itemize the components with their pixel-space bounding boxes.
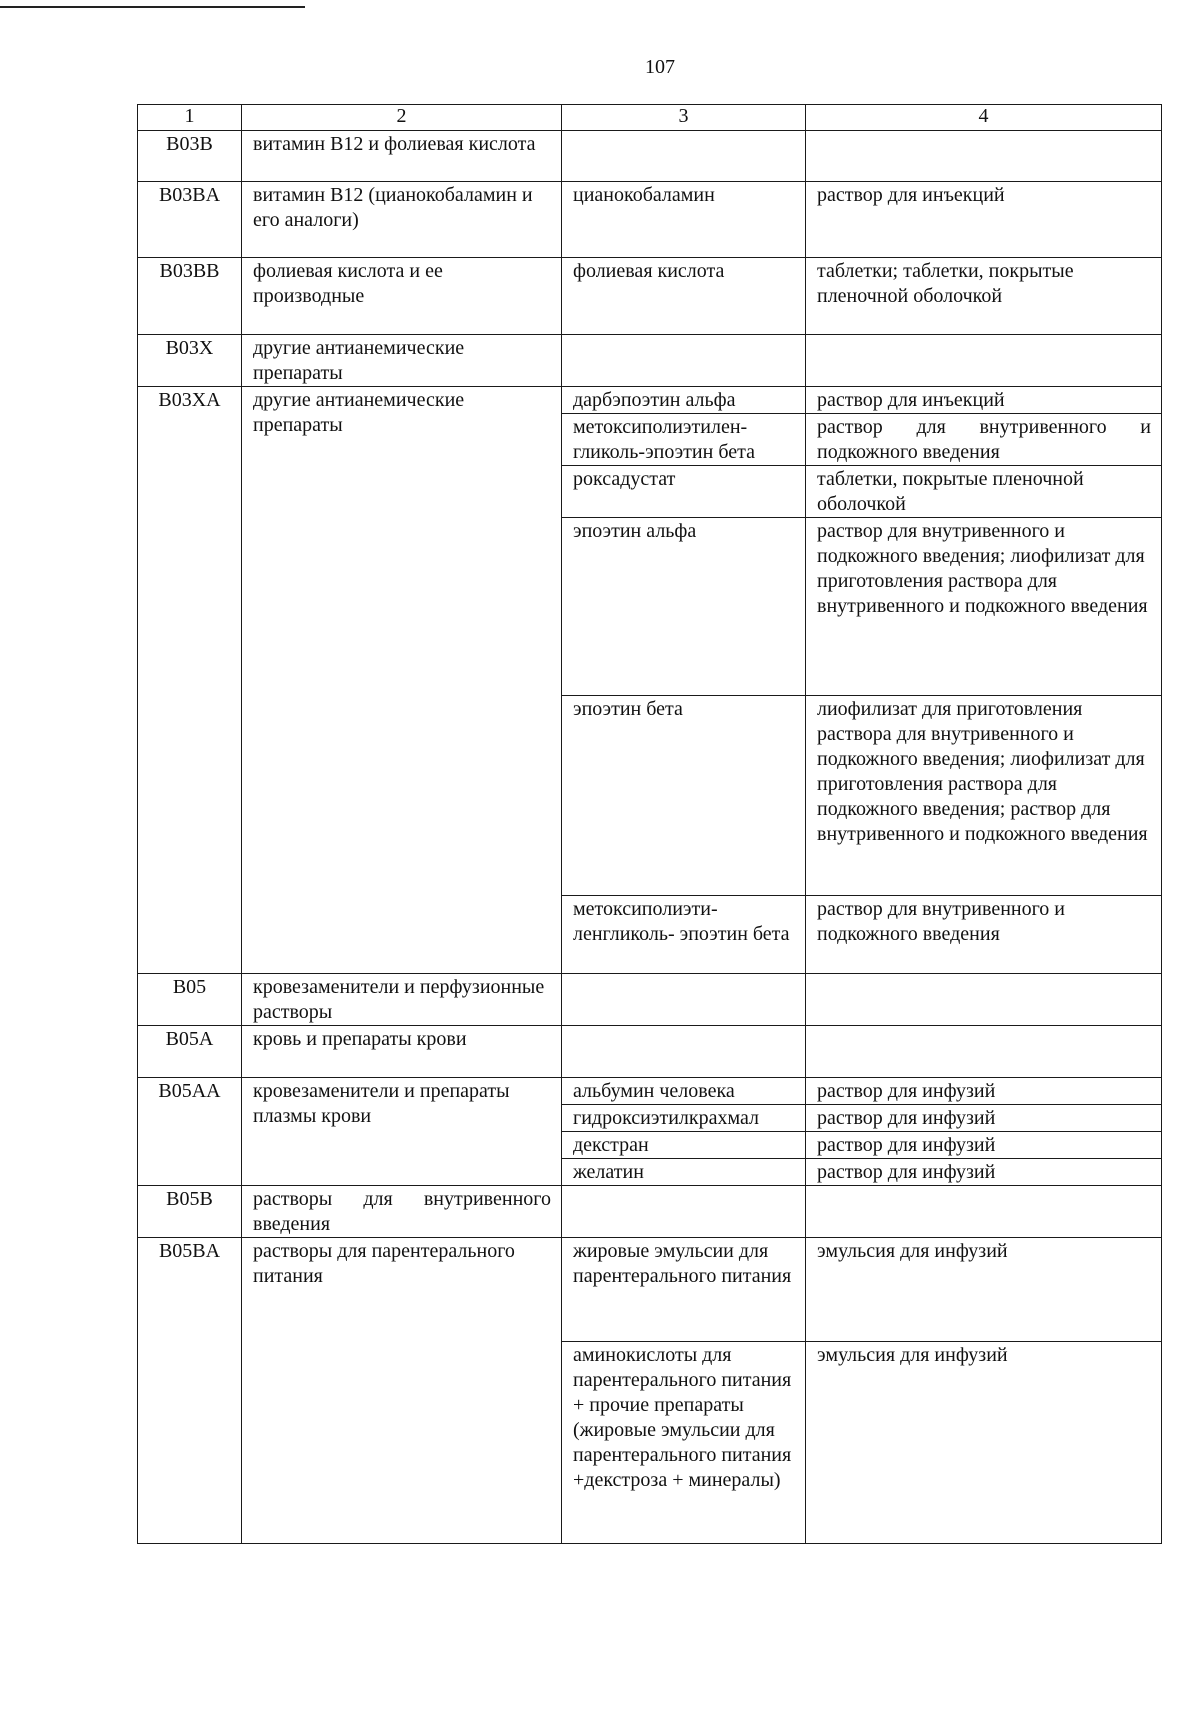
- table-row: [138, 258, 1162, 335]
- table-row: [138, 1238, 1162, 1342]
- drug-name: аминокислоты для парентерального питания + прочие препараты (жировые эмульсии для парентерального питания +декстроза + минералы): [562, 1342, 806, 1544]
- group-name: кровезаменители и препараты плазмы крови: [242, 1078, 562, 1186]
- dosage-form: таблетки, покрытые пленочной оболочкой: [806, 466, 1162, 518]
- table-row: [138, 387, 1162, 414]
- drug-name: желатин: [562, 1159, 806, 1186]
- dosage-form: раствор для инъекций: [806, 182, 1162, 258]
- atc-code: B05B: [138, 1186, 242, 1238]
- dosage-form: [806, 414, 1162, 466]
- dosage-form-line: подкожного введения: [817, 441, 1000, 463]
- group-name: фолиевая кислота и ее производные: [242, 258, 562, 335]
- table-row: [138, 131, 1162, 182]
- atc-code: B03B: [138, 131, 242, 182]
- group-name: витамин B12 и фолиевая кислота: [242, 131, 562, 182]
- drug-name: роксадустат: [562, 466, 806, 518]
- drug-name: фолиевая кислота: [562, 258, 806, 335]
- table-row: [138, 974, 1162, 1026]
- group-name: кровь и препараты крови: [242, 1026, 562, 1078]
- drug-name: альбумин человека: [562, 1078, 806, 1105]
- table-row: [138, 1078, 1162, 1105]
- atc-code: B03BA: [138, 182, 242, 258]
- drug-name: [562, 131, 806, 182]
- table-row: [138, 1186, 1162, 1238]
- column-header-1: 1: [138, 105, 242, 131]
- drug-name: эпоэтин альфа: [562, 518, 806, 696]
- dosage-form: [806, 974, 1162, 1026]
- group-name: кровезаменители и перфузионные растворы: [242, 974, 562, 1026]
- dosage-form: [806, 335, 1162, 387]
- atc-code: B05: [138, 974, 242, 1026]
- dosage-form-line: раствор для внутривенного и: [817, 416, 1151, 438]
- dosage-form: таблетки; таблетки, покрытые пленочной оболочкой: [806, 258, 1162, 335]
- column-header-4: 4: [806, 105, 1162, 131]
- dosage-form: раствор для инфузий: [806, 1132, 1162, 1159]
- drug-table: [137, 104, 1162, 1544]
- dosage-form: эмульсия для инфузий: [806, 1342, 1162, 1544]
- dosage-form: раствор для внутривенного и подкожного введения: [806, 896, 1162, 974]
- drug-name: метоксиполиэтилен-гликоль-эпоэтин бета: [562, 414, 806, 466]
- group-name: другие антианемические препараты: [242, 335, 562, 387]
- table-row: [138, 335, 1162, 387]
- dosage-form: раствор для инфузий: [806, 1105, 1162, 1132]
- dosage-form: эмульсия для инфузий: [806, 1238, 1162, 1342]
- dosage-form: [806, 131, 1162, 182]
- drug-name: [562, 974, 806, 1026]
- drug-name: жировые эмульсии для парентерального питания: [562, 1238, 806, 1342]
- drug-name: цианокобаламин: [562, 182, 806, 258]
- drug-name: гидроксиэтилкрахмал: [562, 1105, 806, 1132]
- dosage-form: раствор для инъекций: [806, 387, 1162, 414]
- drug-name: эпоэтин бета: [562, 696, 806, 896]
- atc-code: B05BA: [138, 1238, 242, 1544]
- dosage-form: [806, 1026, 1162, 1078]
- drug-name: [562, 1186, 806, 1238]
- drug-name: [562, 335, 806, 387]
- atc-code: B03X: [138, 335, 242, 387]
- dosage-form: [806, 1186, 1162, 1238]
- group-name: другие антианемические препараты: [242, 387, 562, 974]
- atc-code: B05AA: [138, 1078, 242, 1186]
- dosage-form: лиофилизат для приготовления раствора для внутривенного и подкожного введения; лиофилизат для приготовления раствора для подкожного введения; раствор для внутривенного и подкожного введения: [806, 696, 1162, 896]
- drug-name: [562, 1026, 806, 1078]
- atc-code: B03BB: [138, 258, 242, 335]
- drug-name: декстран: [562, 1132, 806, 1159]
- atc-code: B03XA: [138, 387, 242, 974]
- drug-name: дарбэпоэтин альфа: [562, 387, 806, 414]
- column-header-2: 2: [242, 105, 562, 131]
- group-name: [242, 1186, 562, 1238]
- dosage-form: раствор для инфузий: [806, 1078, 1162, 1105]
- atc-code: B05A: [138, 1026, 242, 1078]
- group-name-line: введения: [253, 1213, 331, 1235]
- column-header-3: 3: [562, 105, 806, 131]
- drug-name: метоксиполиэти-ленгликоль- эпоэтин бета: [562, 896, 806, 974]
- page-number: 107: [645, 56, 675, 78]
- table-header-row: [138, 105, 1162, 131]
- group-name: витамин B12 (цианокобаламин и его аналоги): [242, 182, 562, 258]
- table-row: [138, 1026, 1162, 1078]
- dosage-form: раствор для инфузий: [806, 1159, 1162, 1186]
- group-name: растворы для парентерального питания: [242, 1238, 562, 1544]
- dosage-form: раствор для внутривенного и подкожного введения; лиофилизат для приготовления раствора для внутривенного и подкожного введения: [806, 518, 1162, 696]
- table-row: [138, 182, 1162, 258]
- top-rule: [0, 6, 305, 8]
- group-name-line: растворы для внутривенного: [253, 1188, 551, 1210]
